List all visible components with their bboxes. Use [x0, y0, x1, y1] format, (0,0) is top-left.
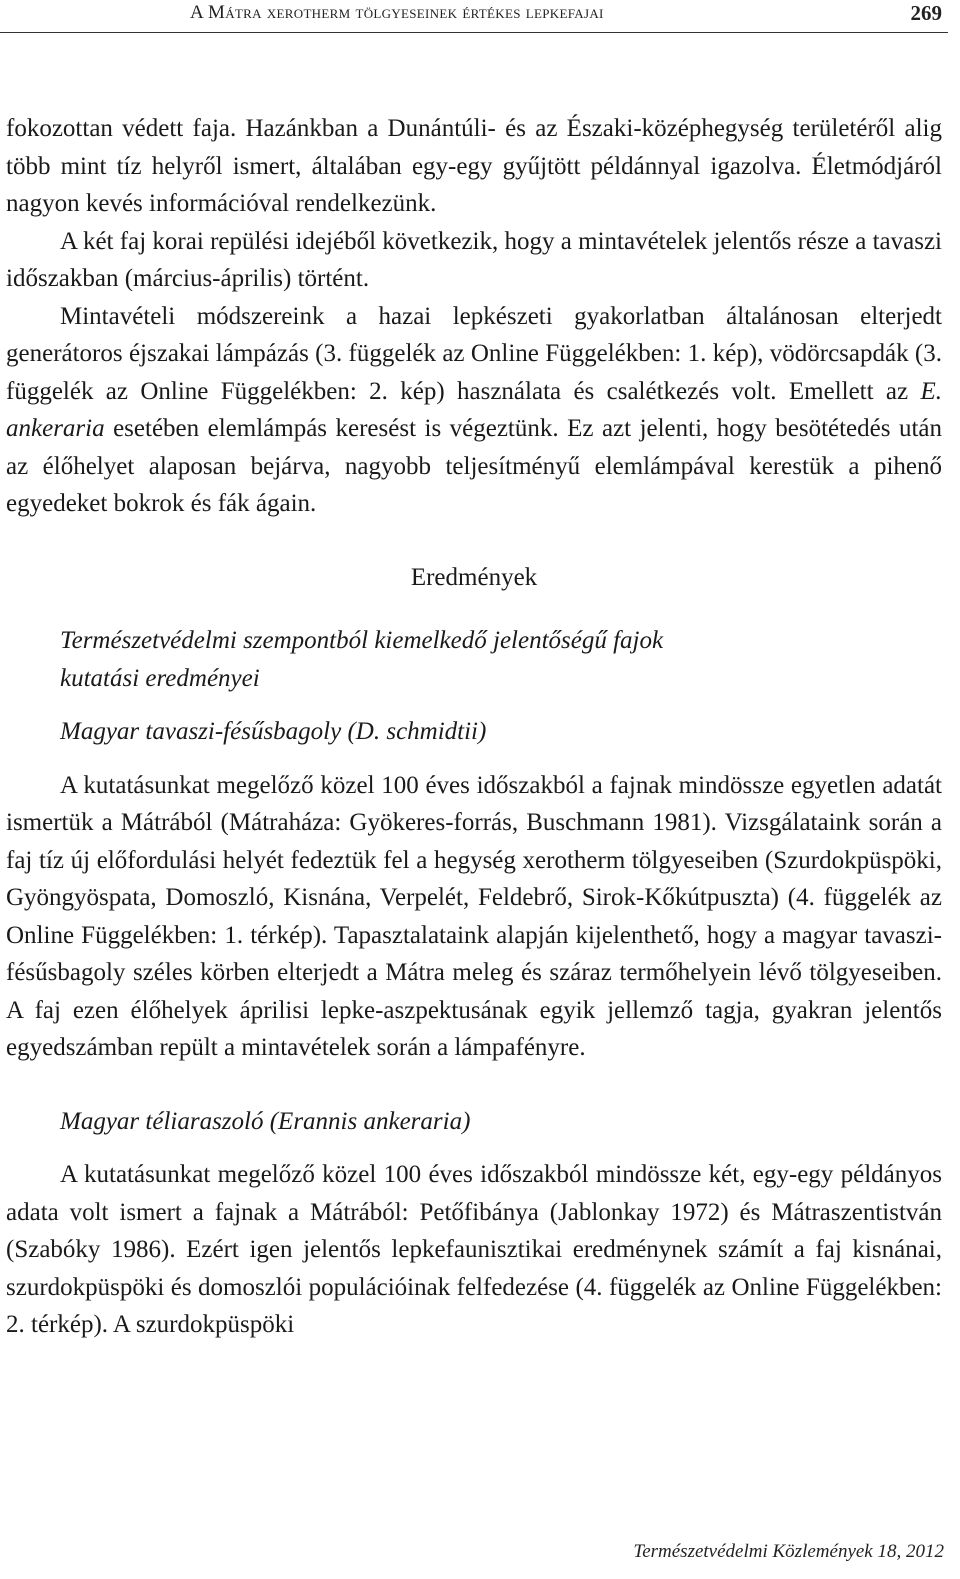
subheading-line1: Természetvédelmi szempontból kiemelkedő jelentőségű fajok — [60, 627, 664, 654]
paragraph-species1: A kutatásunkat megelőző közel 100 éves időszakból a fajnak mindössze egyetlen adatát ismertük a Mátrából (Mátraháza: Gyökeres-forrás, Buschmann 1981). Vizsgálataink során a faj tíz új előfordulási helyét fedeztük fel a hegység xerotherm tölgyeseiben (Szurdokpüspöki, Gyöngyöspata, Domoszló, Kisnána, Verpelét, Feldebrő, Sirok-Kőkútpuszta) (4. függelék az Online Függelékben: 1. térkép). Tapasztalataink alapján kijelenthető, hogy a magyar tavaszi-fésűsbagoly széles körben elterjedt a Mátra meleg és száraz termőhelyein lévő tölgyeseiben. A faj ezen élőhelyek áprilisi lepke-aszpektusának egyik jellemző tagja, gyakran jelentős egyedszámban repült a mintavételek során a lámpafényre. — [6, 771, 942, 1061]
paragraph-species2: A kutatásunkat megelőző közel 100 éves időszakból mindössze két, egy-egy példányos adata volt ismert a fajnak a Mátrából: Petőfibánya (Jablonkay 1972) és Mátraszentistván (Szabóky 1986). Ezért igen jelentős lepkefaunisztikai eredménynek számít a faj kisnánai, szurdokpüspöki és domoszlói populációinak felfedezése (4. függelék az Online Függelékben: 2. térkép). A szurdokpüspöki — [6, 1161, 942, 1338]
methods-text-part1: Mintavételi módszereink a hazai lepkészeti gyakorlatban általánosan elterjedt generátoros éjszakai lámpázás (3. függelék az Online Függelékben: 1. kép), vödörcsapdák (3. függelék az Online Függelékben: 2. kép) használata és csalétkezés volt. Emellett az — [6, 302, 942, 405]
paragraph-continuation: fokozottan védett faja. Hazánkban a Dunántúli- és az Északi-középhegység területéről alig több mint tíz helyről ismert, általában egy-egy gyűjtött példánnyal igazolva. Életmódjáról nagyon kevés információval rendelkezünk. — [6, 115, 942, 217]
running-header — [0, 0, 948, 33]
page-number: 269 — [910, 1, 942, 25]
species-epithet: ankeraria — [6, 415, 105, 442]
section-heading: Eredmények — [410, 563, 538, 591]
species-genus-abbrev: E. — [920, 377, 942, 405]
subheading-line2: kutatási eredményei — [60, 664, 260, 692]
species2-heading: Magyar téliaraszoló (Erannis ankeraria) — [60, 1107, 471, 1135]
methods-text-part2: esetében elemlámpás keresést is végeztünk. Ez azt jelenti, hogy besötétedés után az élőhelyet alaposan bejárva, nagyobb teljesítményű elemlámpával kerestük a pihenő egyedeket bokrok és fák ágain. — [6, 415, 942, 517]
running-title: A Mátra xerotherm tölgyeseinek értékes lepkefajai — [190, 2, 604, 23]
paragraph-flight-time: A két faj korai repülési idejéből következik, hogy a mintavételek jelentős része a tavaszi időszakban (március-április) történt. — [6, 227, 942, 292]
journal-footer: Természetvédelmi Közlemények 18, 2012 — [633, 1541, 944, 1562]
paragraph-methods — [6, 298, 942, 523]
species1-heading: Magyar tavaszi-fésűsbagoly (D. schmidtii) — [60, 718, 487, 745]
page-body — [6, 110, 942, 1344]
